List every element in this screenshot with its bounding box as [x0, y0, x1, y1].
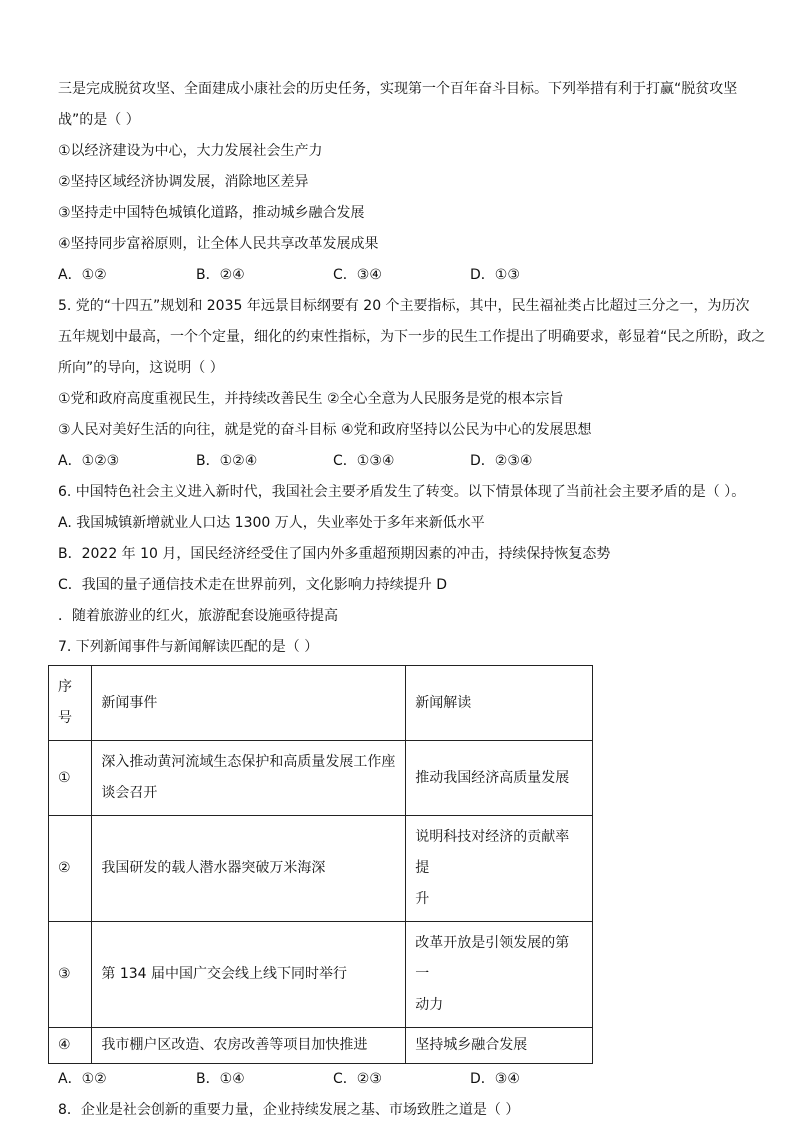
header-cell-event: 新闻事件 [92, 666, 406, 741]
q5-items-line-1: ①党和政府高度重视民生，并持续改善民生 ②全心全意为人民服务是党的根本宗旨 [58, 391, 564, 407]
header-cell-number [49, 666, 92, 741]
table-row [49, 1028, 593, 1064]
row-reading-line-1: 改革开放是引领发展的第一 [415, 935, 570, 982]
table-header-row [49, 666, 593, 741]
q4-item-3: ③坚持走中国特色城镇化道路，推动城乡融合发展 [58, 205, 365, 221]
row-reading-line-2: 动力 [415, 997, 444, 1013]
q5-option-b[interactable]: B．①②④ [196, 453, 258, 469]
row-reading [406, 816, 593, 922]
q5-stem-line-3: 所向”的导向，这说明（ ） [58, 360, 224, 376]
table-row [49, 741, 593, 816]
q5-stem-line-2: 五年规划中最高，一个个定量，细化的约束性指标，为下一步的民生工作提出了明确要求，彰显着“民之所盼，政之 [58, 329, 766, 345]
q6-option-a[interactable]: A. 我国城镇新增就业人口达 1300 万人，失业率处于多年来新低水平 [58, 515, 485, 531]
row-reading [406, 922, 593, 1028]
q5-option-a[interactable]: A．①②③ [58, 453, 120, 469]
q8-stem: 8．企业是社会创新的重要力量，企业持续发展之基、市场致胜之道是（ ） [58, 1102, 520, 1118]
q7-options [58, 1064, 738, 1095]
table-row [49, 922, 593, 1028]
q7-stem: 7. 下列新闻事件与新闻解读匹配的是（ ） [58, 639, 319, 655]
row-reading-line-1: 说明科技对经济的贡献率提 [415, 829, 570, 876]
q5-items-line-2: ③人民对美好生活的向往，就是党的奋斗目标 ④党和政府坚持以公民为中心的发展思想 [58, 422, 592, 438]
header-number-char-2: 号 [58, 710, 72, 726]
q4-stem-line-2: 战”的是（ ） [58, 112, 140, 128]
q4-option-c[interactable]: C．③④ [333, 267, 382, 283]
row-reading-line-2: 升 [415, 891, 430, 907]
row-event: 第 134 届中国广交会线上线下同时举行 [92, 922, 406, 1028]
q7-option-c[interactable]: C．②③ [333, 1071, 382, 1087]
row-number: ③ [49, 922, 92, 1028]
row-event: 我市棚户区改造、农房改善等项目加快推进 [92, 1028, 406, 1064]
q4-stem-line-1: 三是完成脱贫攻坚、全面建成小康社会的历史任务，实现第一个百年奋斗目标。下列举措有利于打赢“脱贫攻坚 [58, 81, 738, 97]
row-event [92, 741, 406, 816]
row-number: ① [49, 741, 92, 816]
q7-option-d[interactable]: D．③④ [470, 1071, 520, 1087]
q5-stem-line-1: 5. 党的“十四五”规划和 2035 年远景目标纲要有 20 个主要指标，其中，民生福祉类占比超过三分之一，为历次 [58, 298, 750, 314]
row-event-line-1: 深入推动黄河流域生态保护和高质量发展工作座 [101, 754, 396, 770]
q7-option-b[interactable]: B．①④ [196, 1071, 245, 1087]
row-event: 我国研发的载人潜水器突破万米海深 [92, 816, 406, 922]
q6-option-c[interactable]: C．我国的量子通信技术走在世界前列，文化影响力持续提升 D [58, 577, 448, 593]
header-number-char-1: 序 [58, 679, 72, 695]
q4-options [58, 260, 738, 291]
q4-option-a[interactable]: A．①② [58, 267, 107, 283]
q5-option-c[interactable]: C．①③④ [333, 453, 395, 469]
q4-item-2: ②坚持区域经济协调发展，消除地区差异 [58, 174, 309, 190]
q6-option-b[interactable]: B．2022 年 10 月，国民经济经受住了国内外多重超预期因素的冲击，持续保持恢复态势 [58, 546, 611, 562]
q6-stem: 6. 中国特色社会主义进入新时代，我国社会主要矛盾发生了转变。以下情景体现了当前社会主要矛盾的是（ ）。 [58, 484, 746, 500]
row-event-line-2: 谈会召开 [101, 785, 158, 801]
q7-news-table [48, 665, 593, 1064]
row-number: ④ [49, 1028, 92, 1064]
q4-item-4: ④坚持同步富裕原则，让全体人民共享改革发展成果 [58, 236, 379, 252]
table-row [49, 816, 593, 922]
exam-page [58, 74, 766, 1126]
q4-option-b[interactable]: B．②④ [196, 267, 245, 283]
header-cell-reading: 新闻解读 [406, 666, 593, 741]
q5-option-d[interactable]: D．②③④ [470, 453, 533, 469]
q7-option-a[interactable]: A．①② [58, 1071, 107, 1087]
row-number: ② [49, 816, 92, 922]
q4-item-1: ①以经济建设为中心，大力发展社会生产力 [58, 143, 323, 159]
row-reading: 坚持城乡融合发展 [406, 1028, 593, 1064]
row-reading: 推动我国经济高质量发展 [406, 741, 593, 816]
q6-option-d[interactable]: ．随着旅游业的红火，旅游配套设施亟待提高 [58, 608, 338, 624]
q5-options [58, 446, 738, 477]
q4-option-d[interactable]: D．①③ [470, 267, 520, 283]
